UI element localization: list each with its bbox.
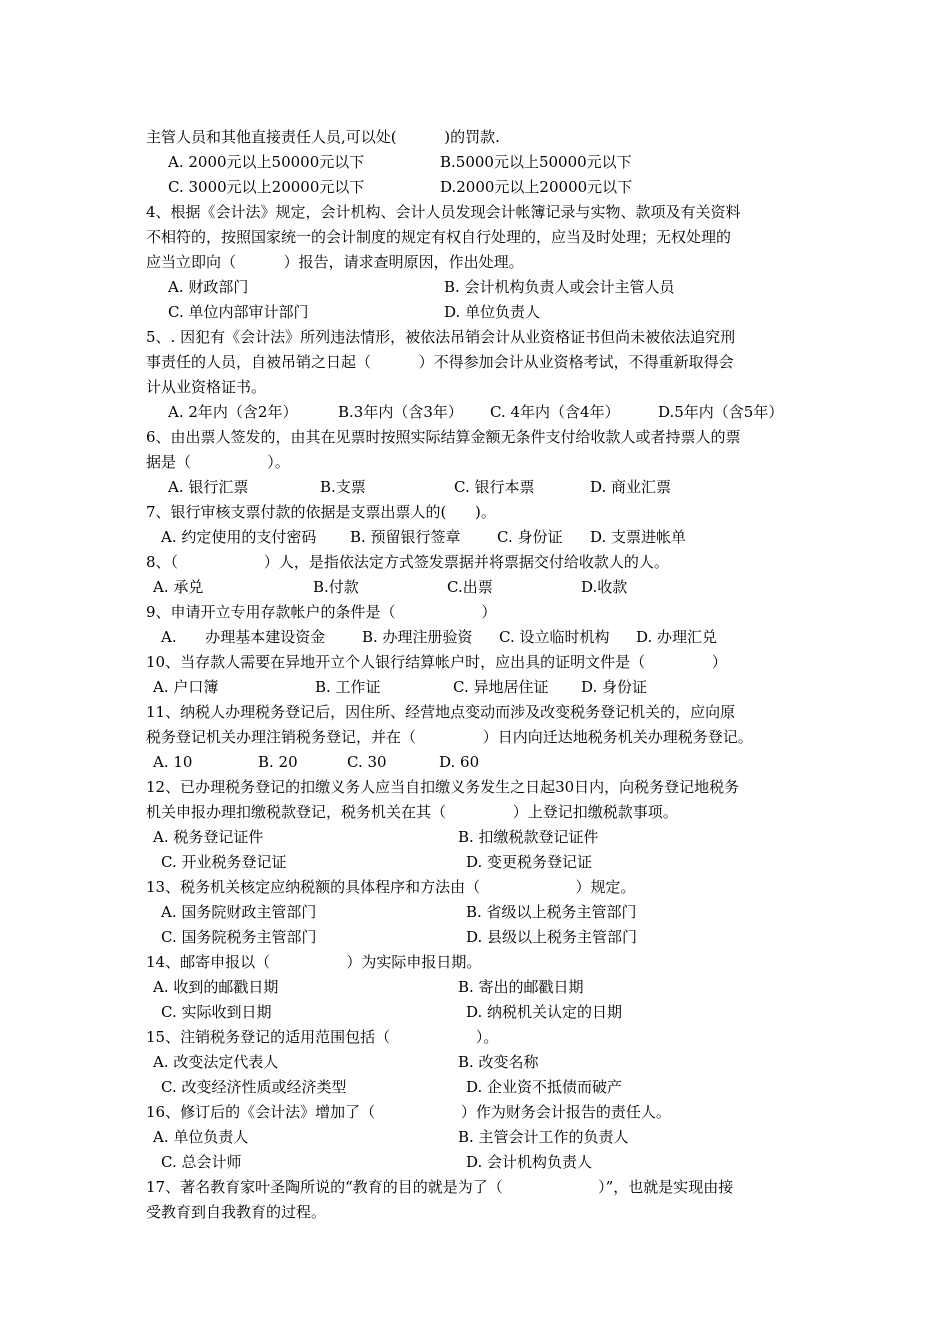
answer-option: A. 单位负责人 [153,1128,249,1146]
answer-option: B. 主管会计工作的负责人 [458,1128,629,1146]
question-text-line: 14、邮寄申报以（ ）为实际申报日期。 [146,953,482,971]
answer-option: B. 会计机构负责人或会计主管人员 [444,278,675,296]
question-text-line: 6、由出票人签发的，由其在见票时按照实际结算金额无条件支付给收款人或者持票人的票 [146,428,741,446]
answer-option: C. 3000元以上20000元以下 [168,178,365,196]
answer-option: A. 10 [153,753,193,771]
answer-option: A. 税务登记证件 [153,828,264,846]
question-text-line: 受教育到自我教育的过程。 [146,1203,327,1221]
answer-option: A. 2年内（含2年） [168,403,298,421]
answer-option: A. 国务院财政主管部门 [161,903,317,921]
answer-option: D.2000元以上20000元以下 [440,178,633,196]
answer-option: B. 改变名称 [458,1053,539,1071]
answer-option: B.付款 [313,578,359,596]
answer-option: D. 企业资不抵债而破产 [466,1078,623,1096]
answer-option: D. 支票进帐单 [590,528,687,546]
question-text-line: 13、税务机关核定应纳税额的具体程序和方法由（ ）规定。 [146,878,636,896]
question-text-line: 7、银行审核支票付款的依据是支票出票人的( )。 [146,503,496,521]
question-text-line: 9、申请开立专用存款帐户的条件是（ ） [146,603,497,621]
question-text-line: 12、已办理税务登记的扣缴义务人应当自扣缴义务发生之日起30日内，向税务登记地税务 [146,778,740,796]
answer-option: D. 办理汇兑 [636,628,718,646]
answer-option: B.5000元以上50000元以下 [440,153,632,171]
answer-option: C. 改变经济性质或经济类型 [161,1078,347,1096]
question-text-line: 机关申报办理扣缴税款登记，税务机关在其（ ）上登记扣缴税款事项。 [146,803,678,821]
answer-option: A. 户口簿 [153,678,219,696]
answer-option: D. 单位负责人 [444,303,541,321]
answer-option: D. 纳税机关认定的日期 [466,1003,623,1021]
answer-option: C. 银行本票 [454,478,535,496]
question-text-line: 事责任的人员，自被吊销之日起（ ）不得参加会计从业资格考试，不得重新取得会 [146,353,734,371]
answer-option: A. 2000元以上50000元以下 [168,153,365,171]
answer-option: B. 寄出的邮戳日期 [458,978,584,996]
answer-option: B. 预留银行签章 [350,528,461,546]
answer-option: D. 变更税务登记证 [466,853,593,871]
question-text-line: 8、（ ）人，是指依法定方式签发票据并将票据交付给收款人的人。 [146,553,669,571]
question-text-line: 16、修订后的《会计法》增加了（ ）作为财务会计报告的责任人。 [146,1103,671,1121]
question-text-line: 应当立即向（ ）报告，请求查明原因，作出处理。 [146,253,524,271]
answer-option: C. 单位内部审计部门 [168,303,309,321]
answer-option: A. 承兑 [153,578,204,596]
answer-option: D. 60 [439,753,480,771]
question-text-line: 5、. 因犯有《会计法》所列违法情形，被依法吊销会计从业资格证书但尚未被依法追究刑 [146,328,736,346]
answer-option: C. 异地居住证 [453,678,549,696]
answer-option: A. 约定使用的支付密码 [161,528,317,546]
answer-option: D. 县级以上税务主管部门 [466,928,638,946]
answer-option: B. 扣缴税款登记证件 [458,828,599,846]
answer-option: C. 身份证 [497,528,563,546]
answer-option: C.出票 [447,578,493,596]
question-text-line: 据是（ ）。 [146,453,290,471]
answer-option: C. 30 [347,753,387,771]
answer-option: D.收款 [581,578,628,596]
answer-option: B. 办理注册验资 [362,628,473,646]
question-text-line: 17、著名教育家叶圣陶所说的“教育的目的就是为了（ ）”，也就是实现由接 [146,1178,734,1196]
question-text-line: 计从业资格证书。 [146,378,267,396]
answer-option: C. 实际收到日期 [161,1003,272,1021]
answer-option: A. 银行汇票 [168,478,249,496]
answer-option: D.5年内（含5年） [658,403,784,421]
question-text-line: 主管人员和其他直接责任人员,可以处( )的罚款. [146,128,500,146]
answer-option: B. 工作证 [315,678,381,696]
answer-option: B.支票 [320,478,366,496]
answer-option: D. 身份证 [581,678,648,696]
answer-option: B. 20 [258,753,298,771]
question-text-line: 4、根据《会计法》规定，会计机构、会计人员发现会计帐簿记录与实物、款项及有关资料 [146,203,741,221]
answer-option: C. 国务院税务主管部门 [161,928,317,946]
answer-option: C. 设立临时机构 [499,628,610,646]
question-text-line: 11、纳税人办理税务登记后，因住所、经营地点变动而涉及改变税务登记机关的，应向原 [146,703,736,721]
answer-option: B.3年内（含3年） [338,403,463,421]
answer-option: C. 总会计师 [161,1153,242,1171]
question-text-line: 15、注销税务登记的适用范围包括（ ）。 [146,1028,499,1046]
question-text-line: 不相符的，按照国家统一的会计制度的规定有权自行处理的，应当及时处理；无权处理的 [146,228,732,246]
answer-option: C. 开业税务登记证 [161,853,287,871]
answer-option: A. 收到的邮戳日期 [153,978,279,996]
answer-option: A. 改变法定代表人 [153,1053,279,1071]
answer-option: D. 会计机构负责人 [466,1153,593,1171]
answer-option: D. 商业汇票 [590,478,672,496]
answer-option: A. 财政部门 [168,278,249,296]
answer-option: B. 省级以上税务主管部门 [466,903,637,921]
question-text-line: 10、当存款人需要在异地开立个人银行结算帐户时，应出具的证明文件是（ ） [146,653,727,671]
answer-option: C. 4年内（含4年） [490,403,620,421]
question-text-line: 税务登记机关办理注销税务登记，并在（ ）日内向迁达地税务机关办理税务登记。 [146,728,753,746]
answer-option: A. 办理基本建设资金 [161,628,326,646]
